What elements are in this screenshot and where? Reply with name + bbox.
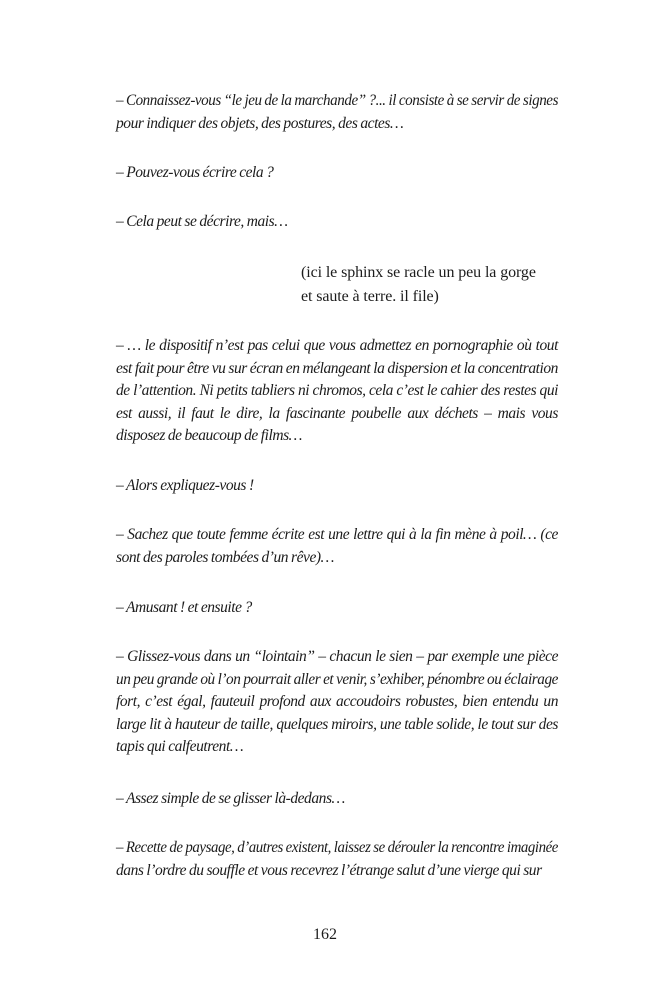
text-line: de l’attention. Ni petits tabliers ni chromos, cela c’est le cahier des restes qui [116, 382, 559, 399]
text-line: – Recette de paysage, d’autres existent, laissez se dérouler la rencontre imaginée [116, 839, 558, 856]
text-line: – … le dispositif n’est pas celui que vous admettez en pornographie où tout [116, 337, 558, 354]
text-line: sont des paroles tombées d’un rêve)… [116, 548, 334, 566]
dialogue-paragraph [116, 524, 558, 569]
text-line: – Amusant ! et ensuite ? [116, 599, 252, 616]
dialogue-paragraph [116, 162, 558, 185]
text-line: fort, c’est égal, fauteuil profond aux accoudoirs robustes, bien entendu un [116, 693, 559, 710]
text-line: – Alors expliquez-vous ! [116, 477, 254, 494]
text-line: – Sachez que toute femme écrite est une lettre qui à la fin mène à poil… (ce [116, 526, 558, 543]
text-line: un peu grande où l’on pourrait aller et venir, s’exhiber, pénombre ou éclairage [116, 670, 558, 688]
stage-direction [301, 261, 563, 309]
text-line: disposez de beaucoup de films… [116, 427, 302, 444]
text-line: est aussi, il faut le dire, la fascinante poubelle aux déchets – mais vous [116, 404, 558, 422]
text-line: – Cela peut se décrire, mais… [116, 213, 288, 230]
text-line: – Assez simple de se glisser là-dedans… [116, 790, 345, 807]
dialogue-paragraph [116, 788, 558, 811]
dialogue-paragraph [116, 335, 558, 448]
dialogue-paragraph [116, 646, 558, 759]
text-line: (ici le sphinx se racle un peu la gorge [301, 264, 536, 281]
dialogue-paragraph [116, 475, 558, 498]
text-line: large lit à hauteur de taille, quelques miroirs, une table solide, le tout sur des [116, 715, 558, 733]
text-line: – Glissez-vous dans un “lointain” – chacun le sien – par exemple une pièce [116, 648, 559, 665]
dialogue-paragraph [116, 597, 558, 620]
dialogue-paragraph [116, 211, 558, 234]
text-line: tapis qui calfeutrent… [116, 738, 244, 755]
dialogue-paragraph [116, 837, 558, 882]
dialogue-paragraph [116, 90, 558, 135]
text-line: dans l’ordre du souffle et vous recevrez l’étrange salut d’une vierge qui sur [116, 861, 542, 879]
text-line: – Connaissez-vous “le jeu de la marchande” ?... il consiste à se servir de signes [116, 92, 559, 109]
text-line: et saute à terre. il file) [301, 288, 439, 305]
text-line: – Pouvez-vous écrire cela ? [116, 164, 274, 181]
page-number: 162 [313, 926, 337, 943]
text-line: est fait pour être vu sur écran en mélangeant la dispersion et la concentration [116, 359, 558, 377]
text-line: pour indiquer des objets, des postures, des actes… [116, 114, 404, 132]
